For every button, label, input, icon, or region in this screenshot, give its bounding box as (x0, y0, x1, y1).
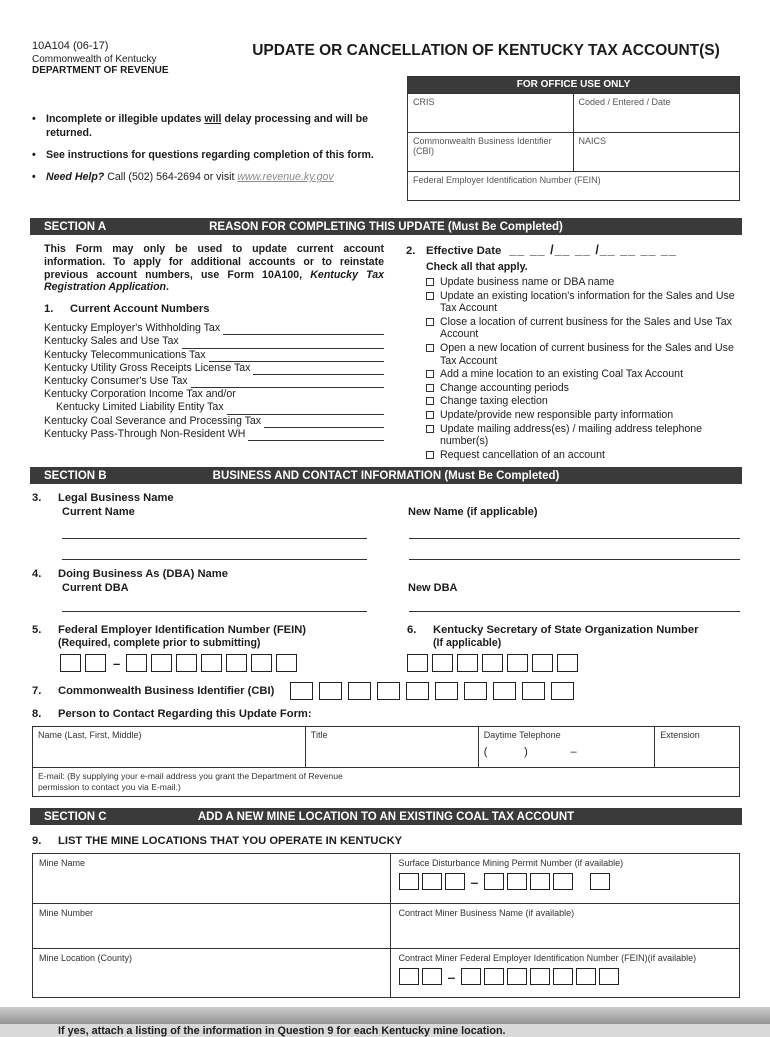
digit-box[interactable] (522, 682, 545, 700)
question-3-sublabels (62, 506, 740, 518)
digit-box[interactable] (399, 873, 419, 890)
digit-box[interactable] (599, 968, 619, 985)
question-5-subnote: (Required, complete prior to submitting) (58, 637, 261, 650)
form-header (32, 40, 740, 80)
question-6-subnote: (If applicable) (433, 637, 502, 650)
account-row: Kentucky Limited Liability Entity Tax (44, 401, 384, 414)
question-6-heading: 6. Kentucky Secretary of State Organization Number (407, 624, 699, 637)
mine-location-field[interactable]: Mine Location (County) (39, 953, 133, 964)
naics-field[interactable]: NAICS (578, 136, 607, 146)
digit-box[interactable] (553, 873, 573, 890)
account-row: Kentucky Consumer's Use Tax (44, 375, 384, 388)
digit-box[interactable] (590, 873, 610, 890)
digit-box[interactable] (507, 873, 527, 890)
question-5-heading: 5. Federal Employer Identification Number (FEIN) (32, 624, 307, 637)
section-a-intro: This Form may only be used to update current account information. To apply for additional accounts or to reinstate previous account numbers, use Form 10A100, Kentucky Tax Registration Application. (44, 243, 385, 294)
checkbox[interactable] (426, 370, 434, 378)
scan-edge (0, 1007, 770, 1024)
account-input-line[interactable] (253, 364, 384, 375)
digit-box[interactable] (406, 682, 429, 700)
digit-box[interactable] (422, 968, 442, 985)
digit-box[interactable] (507, 968, 527, 985)
new-dba-label: New DBA (408, 582, 458, 595)
contract-fein-field[interactable]: Contract Miner Federal Employer Identification Number (FEIN)(if available) – (390, 949, 739, 997)
need-help-label: Need Help? (46, 171, 105, 183)
account-input-line[interactable] (248, 430, 384, 441)
section-b-title: BUSINESS AND CONTACT INFORMATION (Must Be Completed) (212, 469, 560, 482)
checkbox-row[interactable]: Add a mine location to an existing Coal Tax Account (426, 368, 740, 381)
account-input-line[interactable] (191, 377, 384, 388)
current-dba-label: Current DBA (62, 582, 129, 595)
question-4-heading: 4. Doing Business As (DBA) Name (32, 568, 228, 581)
checkbox-row[interactable]: Update/provide new responsible party information (426, 409, 740, 422)
digit-box[interactable] (377, 682, 400, 700)
office-use-box (407, 76, 740, 201)
account-row: Kentucky Sales and Use Tax (44, 335, 384, 348)
account-input-line[interactable] (182, 338, 384, 349)
digit-box[interactable] (532, 654, 553, 672)
section-a-bar (30, 218, 742, 235)
question-1-heading: 1. Current Account Numbers (44, 303, 210, 316)
notice-list (32, 112, 404, 184)
fein-digit-boxes (60, 654, 407, 672)
digit-box[interactable] (484, 873, 504, 890)
section-b-label: SECTION B (44, 469, 107, 482)
contact-title-field[interactable]: Title (305, 727, 478, 767)
office-row-1 (408, 93, 739, 132)
notice-text: Need Help? Call (502) 564-2694 or visit www.revenue.ky.gov (46, 171, 334, 183)
digit-box[interactable] (151, 654, 172, 672)
section-c-title: ADD A NEW MINE LOCATION TO AN EXISTING COAL TAX ACCOUNT (197, 810, 575, 823)
digit-box[interactable] (126, 654, 147, 672)
phone-blank[interactable]: ( ) – (483, 746, 577, 759)
bullet-icon: • (32, 149, 36, 161)
digit-box[interactable] (422, 873, 442, 890)
digit-box[interactable] (445, 873, 465, 890)
digit-box[interactable] (432, 654, 453, 672)
account-input-line[interactable] (264, 417, 384, 428)
contact-email-row[interactable] (33, 767, 739, 796)
section-a-body (32, 243, 740, 462)
new-name-label: New Name (if applicable) (408, 506, 538, 519)
digit-box[interactable] (576, 968, 596, 985)
digit-box[interactable] (399, 968, 419, 985)
digit-box[interactable] (530, 873, 550, 890)
question-5-6-row (32, 624, 740, 672)
effective-date-input[interactable]: __ __ /__ __ /__ __ __ __ (509, 243, 677, 257)
question-7 (32, 682, 740, 700)
checkbox-row[interactable]: Request cancellation of an account (426, 449, 740, 462)
section-a-right-column (406, 243, 740, 462)
form-number: 10A104 (06-17) (32, 40, 109, 52)
question-9-heading: 9. LIST THE MINE LOCATIONS THAT YOU OPERATE IN KENTUCKY (32, 835, 403, 848)
mine-table-row (33, 948, 739, 997)
digit-box[interactable] (457, 654, 478, 672)
contact-table (32, 726, 740, 797)
permit-number-field[interactable]: Surface Disturbance Mining Permit Number (if available) – (390, 854, 739, 903)
question-3 (32, 492, 740, 560)
account-row: Kentucky Utility Gross Receipts License Tax (44, 362, 384, 375)
account-input-line[interactable] (209, 351, 384, 362)
checkbox-row[interactable]: Open a new location of current business for the Sales and Use Tax Account (426, 342, 740, 367)
digit-box[interactable] (251, 654, 272, 672)
fein-field[interactable]: Federal Employer Identification Number (FEIN) (413, 175, 601, 185)
new-dba-input-line[interactable] (409, 611, 740, 612)
checkbox[interactable] (426, 292, 434, 300)
new-name-input-line[interactable] (409, 538, 740, 539)
office-row-2 (408, 132, 739, 171)
cbi-field[interactable]: Commonwealth Business Identifier (CBI) (408, 133, 574, 171)
question-6 (407, 624, 740, 672)
new-name-input-line[interactable] (409, 559, 740, 560)
checkbox[interactable] (426, 278, 434, 286)
checkbox-row[interactable]: Close a location of current business for the Sales and Use Tax Account (426, 316, 740, 341)
contact-table-row (33, 727, 739, 767)
checkbox[interactable] (426, 425, 434, 433)
question-10-note: If yes, attach a listing of the information in Question 9 for each Kentucky mine location. (58, 1025, 506, 1037)
cris-field[interactable]: CRIS (408, 94, 574, 132)
account-row: Kentucky Telecommunications Tax (44, 349, 384, 362)
revenue-website-link[interactable]: www.revenue.ky.gov (237, 171, 334, 183)
mine-table-row (33, 903, 739, 948)
checkbox[interactable] (426, 318, 434, 326)
dba-line-row (62, 611, 740, 612)
fein-dash: – (113, 655, 121, 671)
question-8 (32, 708, 740, 797)
digit-box[interactable] (493, 682, 516, 700)
checkbox-row[interactable]: Update mailing address(es) / mailing address telephone number(s) (426, 423, 740, 448)
page-title: UPDATE OR CANCELLATION OF KENTUCKY TAX ACCOUNT(S) (252, 42, 720, 59)
current-name-input-line[interactable] (62, 559, 367, 560)
digit-box[interactable] (348, 682, 371, 700)
account-row: Kentucky Employer's Withholding Tax (44, 322, 384, 335)
notice-item (32, 148, 404, 162)
permit-digit-boxes (399, 873, 731, 890)
digit-box[interactable] (435, 682, 458, 700)
notice-text: See instructions for questions regarding completion of this form. (46, 149, 374, 161)
digit-box[interactable] (276, 654, 297, 672)
contract-fein-dash: – (447, 968, 456, 985)
bullet-icon: • (32, 171, 36, 183)
current-name-label: Current Name (62, 506, 135, 519)
account-number-list (44, 322, 384, 441)
digit-box[interactable] (507, 654, 528, 672)
contract-miner-name-field[interactable]: Contract Miner Business Name (if available) (390, 904, 739, 948)
section-a-title: REASON FOR COMPLETING THIS UPDATE (Must Be Completed) (209, 220, 563, 233)
checkbox-row[interactable]: Change taxing election (426, 395, 740, 408)
account-row: Kentucky Corporation Income Tax and/or (44, 388, 236, 401)
office-use-title: FOR OFFICE USE ONLY (408, 77, 739, 93)
name-line-row (62, 559, 740, 560)
digit-box[interactable] (557, 654, 578, 672)
check-all-instruction: Check all that apply. (426, 261, 528, 273)
digit-box[interactable] (85, 654, 106, 672)
digit-box[interactable] (319, 682, 342, 700)
account-input-line[interactable] (227, 404, 384, 415)
contract-fein-digit-boxes (399, 968, 731, 985)
digit-box[interactable] (484, 968, 504, 985)
org-name: Commonwealth of Kentucky (32, 54, 157, 65)
digit-box[interactable] (530, 968, 550, 985)
contact-phone-field[interactable]: Daytime Telephone ( ) – (478, 727, 655, 767)
question-3-heading: 3. Legal Business Name (32, 492, 174, 505)
mine-number-field[interactable]: Mine Number (39, 908, 94, 919)
reason-checkbox-list (426, 276, 740, 461)
question-2-heading: 2. Effective Date __ __ /__ __ /__ __ __ __ (406, 243, 677, 257)
email-field-label: E-mail: (By supplying your e-mail address you grant the Department of Revenue permission to contact you via E-mail.) (38, 771, 343, 792)
question-8-heading: 8. Person to Contact Regarding this Update Form: (32, 708, 312, 721)
section-c-label: SECTION C (44, 810, 107, 823)
notice-text: Incomplete or illegible updates will delay processing and will be returned. (46, 113, 369, 139)
checkbox[interactable] (426, 344, 434, 352)
mine-table-row (33, 854, 739, 903)
contact-name-field[interactable]: Name (Last, First, Middle) (38, 730, 142, 741)
digit-box[interactable] (290, 682, 313, 700)
checkbox-row[interactable]: Update an existing location's information for the Sales and Use Tax Account (426, 290, 740, 315)
bullet-icon: • (32, 113, 36, 125)
current-dba-input-line[interactable] (62, 611, 367, 612)
section-c-bar (30, 808, 742, 825)
cbi-digit-boxes (290, 682, 580, 700)
notice-item (32, 170, 404, 184)
checkbox[interactable] (426, 397, 434, 405)
digit-box[interactable] (201, 654, 222, 672)
checkbox[interactable] (426, 384, 434, 392)
digit-box[interactable] (226, 654, 247, 672)
checkbox[interactable] (426, 411, 434, 419)
digit-box[interactable] (551, 682, 574, 700)
checkbox[interactable] (426, 451, 434, 459)
form-id-block (32, 40, 232, 76)
account-row: Kentucky Coal Severance and Processing Tax (44, 415, 384, 428)
contact-extension-field[interactable]: Extension (654, 727, 739, 767)
digit-box[interactable] (176, 654, 197, 672)
sos-number-boxes (407, 654, 740, 672)
coded-entered-date-field[interactable]: Coded / Entered / Date (578, 97, 671, 107)
question-7-heading: 7. Commonwealth Business Identifier (CBI) (32, 685, 275, 698)
digit-box[interactable] (60, 654, 81, 672)
question-4 (32, 568, 740, 612)
section-a-label: SECTION A (44, 220, 107, 233)
department-name: DEPARTMENT OF REVENUE (32, 65, 169, 76)
checkbox-row[interactable]: Update business name or DBA name (426, 276, 740, 289)
name-line-row (62, 538, 740, 539)
checkbox-row[interactable]: Change accounting periods (426, 382, 740, 395)
mine-name-field[interactable]: Mine Name (39, 858, 86, 869)
digit-box[interactable] (461, 968, 481, 985)
question-4-sublabels (62, 582, 740, 594)
digit-box[interactable] (553, 968, 573, 985)
current-name-input-line[interactable] (62, 538, 367, 539)
section-a-left-column (32, 243, 384, 462)
section-b-bar (30, 467, 742, 484)
digit-box[interactable] (464, 682, 487, 700)
account-row: Kentucky Pass-Through Non-Resident WH (44, 428, 384, 441)
permit-dash: – (470, 873, 479, 890)
office-row-3 (408, 171, 739, 200)
account-input-line[interactable] (223, 324, 384, 335)
digit-box[interactable] (407, 654, 428, 672)
notice-item (32, 112, 404, 140)
digit-box[interactable] (482, 654, 503, 672)
question-5 (32, 624, 407, 672)
mine-locations-table (32, 853, 740, 998)
